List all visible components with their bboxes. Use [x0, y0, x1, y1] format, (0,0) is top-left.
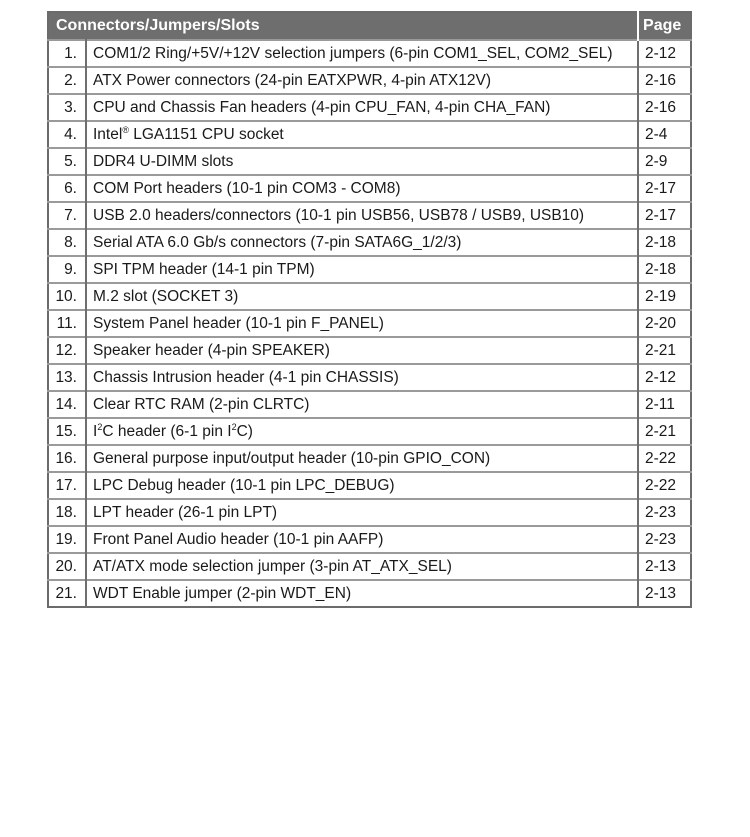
row-page: 2-22: [638, 472, 691, 499]
row-description: [86, 445, 638, 472]
row-description: [86, 121, 638, 148]
description-text: Clear RTC RAM (2-pin CLRTC): [93, 395, 310, 413]
table-row: [48, 364, 691, 391]
table-row: [48, 526, 691, 553]
table-header-row: [48, 12, 691, 40]
description-text: WDT Enable jumper (2-pin WDT_EN): [93, 584, 352, 602]
row-page: 2-9: [638, 148, 691, 175]
description-text: COM Port headers (10-1 pin COM3 - COM8): [93, 179, 401, 197]
description-text: Speaker header (4-pin SPEAKER): [93, 341, 330, 359]
superscript-text: 2: [97, 421, 103, 432]
description-text: AT/ATX mode selection jumper (3-pin AT_ATX_SEL): [93, 557, 452, 575]
row-number: 11.: [48, 310, 86, 337]
row-page: 2-16: [638, 67, 691, 94]
table-row: [48, 391, 691, 418]
row-description: [86, 148, 638, 175]
description-text: Serial ATA 6.0 Gb/s connectors (7-pin SATA6G_1/2/3): [93, 233, 462, 251]
description-text: M.2 slot (SOCKET 3): [93, 287, 239, 305]
row-page: 2-17: [638, 202, 691, 229]
row-page: 2-21: [638, 418, 691, 445]
table-row: [48, 283, 691, 310]
row-description: [86, 580, 638, 607]
row-page: 2-20: [638, 310, 691, 337]
table-row: [48, 40, 691, 67]
description-text: USB 2.0 headers/connectors (10-1 pin USB56, USB78 / USB9, USB10): [93, 206, 585, 224]
row-page: 2-18: [638, 229, 691, 256]
row-page: 2-13: [638, 580, 691, 607]
description-text: LGA1151 CPU socket: [128, 125, 284, 143]
table-body: [48, 40, 691, 607]
table-row: [48, 337, 691, 364]
row-page: 2-4: [638, 121, 691, 148]
row-number: 1.: [48, 40, 86, 67]
table-row: [48, 175, 691, 202]
row-number: 3.: [48, 94, 86, 121]
superscript-text: ®: [122, 124, 129, 135]
row-page: 2-18: [638, 256, 691, 283]
row-page: 2-13: [638, 553, 691, 580]
row-number: 12.: [48, 337, 86, 364]
row-description: [86, 283, 638, 310]
row-number: 10.: [48, 283, 86, 310]
row-page: 2-23: [638, 499, 691, 526]
row-description: [86, 94, 638, 121]
description-text: C header (6-1 pin I: [102, 422, 232, 440]
description-text: System Panel header (10-1 pin F_PANEL): [93, 314, 384, 332]
row-page: 2-23: [638, 526, 691, 553]
row-number: 4.: [48, 121, 86, 148]
row-description: [86, 229, 638, 256]
table-row: [48, 553, 691, 580]
table-row: [48, 229, 691, 256]
row-page: 2-19: [638, 283, 691, 310]
row-number: 9.: [48, 256, 86, 283]
row-number: 7.: [48, 202, 86, 229]
header-page-title: Page: [638, 12, 691, 40]
description-text: LPC Debug header (10-1 pin LPC_DEBUG): [93, 476, 395, 494]
row-number: 20.: [48, 553, 86, 580]
row-number: 21.: [48, 580, 86, 607]
row-description: [86, 499, 638, 526]
description-text: C): [236, 422, 253, 440]
row-number: 15.: [48, 418, 86, 445]
row-description: [86, 553, 638, 580]
row-description: [86, 526, 638, 553]
row-number: 17.: [48, 472, 86, 499]
row-page: 2-21: [638, 337, 691, 364]
row-number: 6.: [48, 175, 86, 202]
description-text: Chassis Intrusion header (4-1 pin CHASSIS): [93, 368, 399, 386]
row-page: 2-17: [638, 175, 691, 202]
superscript-text: 2: [231, 421, 237, 432]
table-row: [48, 94, 691, 121]
table-row: [48, 310, 691, 337]
row-description: [86, 175, 638, 202]
description-text: Intel: [93, 125, 123, 143]
row-description: [86, 256, 638, 283]
table-row: [48, 67, 691, 94]
description-text: ATX Power connectors (24-pin EATXPWR, 4-pin ATX12V): [93, 71, 491, 89]
header-section-title: Connectors/Jumpers/Slots: [48, 12, 638, 40]
table-row: [48, 445, 691, 472]
row-number: 16.: [48, 445, 86, 472]
row-page: 2-22: [638, 445, 691, 472]
row-description: [86, 391, 638, 418]
table-row: [48, 202, 691, 229]
row-number: 14.: [48, 391, 86, 418]
row-description: [86, 67, 638, 94]
row-description: [86, 337, 638, 364]
table-row: [48, 472, 691, 499]
table-row: [48, 121, 691, 148]
table-row: [48, 148, 691, 175]
row-page: 2-12: [638, 40, 691, 67]
table-row: [48, 499, 691, 526]
row-page: 2-12: [638, 364, 691, 391]
row-number: 5.: [48, 148, 86, 175]
table-header: [48, 12, 691, 40]
description-text: I: [93, 422, 98, 440]
row-number: 8.: [48, 229, 86, 256]
description-text: SPI TPM header (14-1 pin TPM): [93, 260, 315, 278]
description-text: CPU and Chassis Fan headers (4-pin CPU_FAN, 4-pin CHA_FAN): [93, 98, 551, 116]
description-text: General purpose input/output header (10-pin GPIO_CON): [93, 449, 491, 467]
row-number: 13.: [48, 364, 86, 391]
row-description: [86, 202, 638, 229]
row-description: [86, 364, 638, 391]
row-number: 2.: [48, 67, 86, 94]
description-text: COM1/2 Ring/+5V/+12V selection jumpers (6-pin COM1_SEL, COM2_SEL): [93, 44, 613, 62]
row-description: [86, 40, 638, 67]
table-row: [48, 256, 691, 283]
row-number: 18.: [48, 499, 86, 526]
connectors-table: [47, 11, 692, 608]
row-description: [86, 418, 638, 445]
description-text: LPT header (26-1 pin LPT): [93, 503, 278, 521]
table-row: [48, 580, 691, 607]
row-page: 2-16: [638, 94, 691, 121]
description-text: DDR4 U-DIMM slots: [93, 152, 234, 170]
description-text: Front Panel Audio header (10-1 pin AAFP): [93, 530, 384, 548]
table-row: [48, 418, 691, 445]
row-number: 19.: [48, 526, 86, 553]
row-page: 2-11: [638, 391, 691, 418]
row-description: [86, 472, 638, 499]
row-description: [86, 310, 638, 337]
